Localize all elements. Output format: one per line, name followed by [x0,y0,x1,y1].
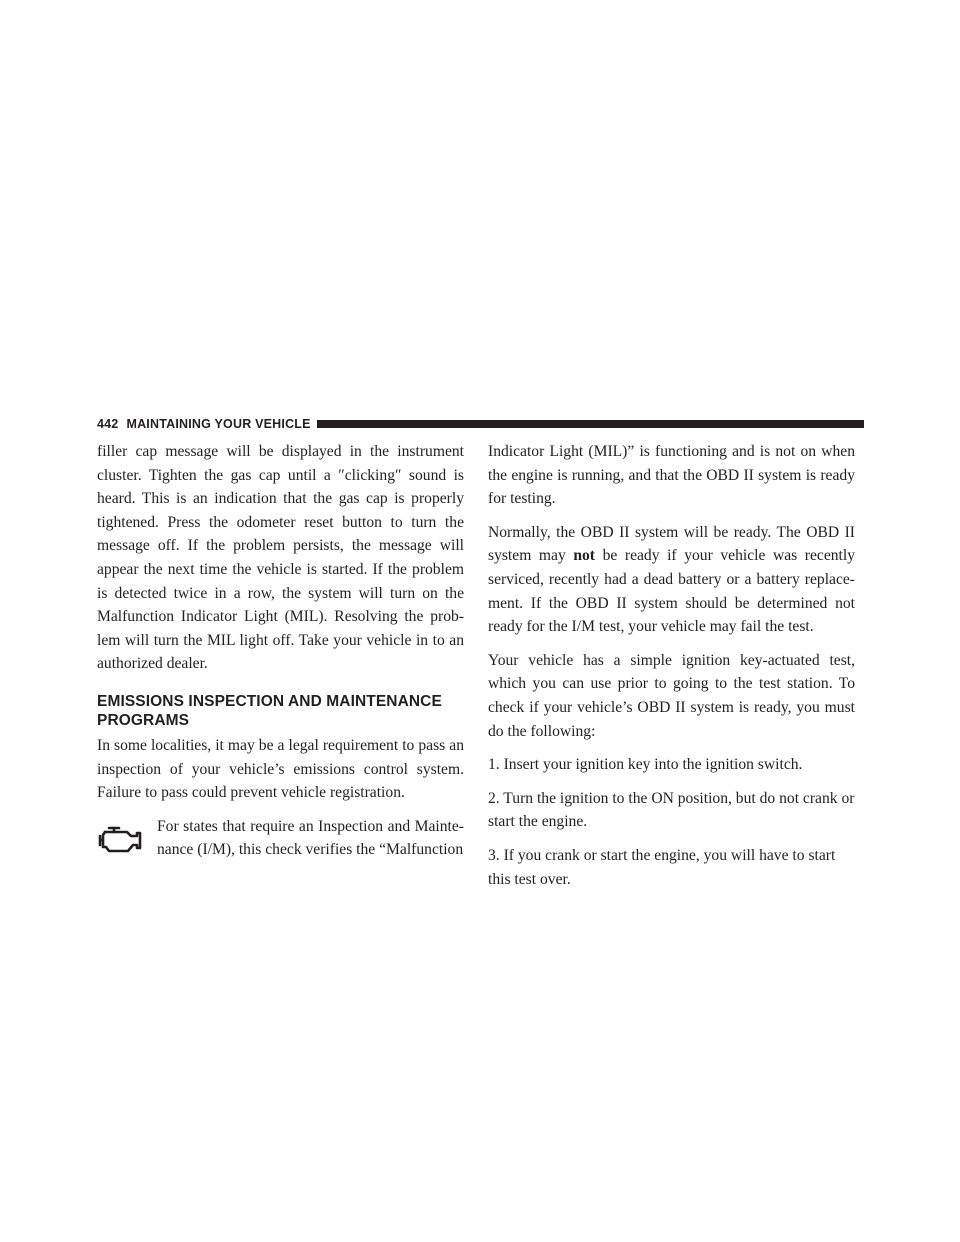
left-column [97,440,464,862]
paragraph: Normally, the OBD II system will be ready. The OBD II system may not be ready if your vehicle was recently serviced, recently had a dead battery or a battery replace-ment. If the OBD II system should be determined not ready for the I/M test, your vehicle may fail the test. [488,523,855,636]
paragraph: filler cap message will be displayed in the instrument cluster. Tighten the gas cap until a ″clicking″ sound is heard. This is an indication that the gas cap is properly tightened. Press the odometer reset button to turn the message off. If the problem persists, the message will appear the next time the vehicle is started. If the problem is detected twice in a row, the system will turn on the Malfunction Indicator Light (MIL). Resolving the prob-lem will turn the MIL light off. Take your vehicle in to an authorized dealer. [97,443,464,673]
icon-block [97,815,464,863]
section-heading: EMISSIONS INSPECTION AND MAINTENANCE PROGRAMS [97,692,442,729]
paragraph: For states that require an Inspection and Mainte-nance (I/M), this check verifies the “Malfunction [157,817,464,859]
list-item: 3. If you crank or start the engine, you will have to start this test over. [488,846,836,888]
header-rule [317,420,864,428]
emphasis-not: not [573,547,595,565]
check-engine-icon [97,825,143,855]
page-header [97,417,864,431]
page-number: 442 [97,417,119,431]
list-item: 1. Insert your ignition key into the ignition switch. [488,756,803,774]
right-column [488,440,855,901]
section-title: MAINTAINING YOUR VEHICLE [126,417,311,431]
paragraph: Indicator Light (MIL)” is functioning and is not on when the engine is running, and that the OBD II system is ready for testing. [488,443,855,508]
paragraph: Your vehicle has a simple ignition key-actuated test, which you can use prior to going to the test station. To check if your vehicle’s OBD II system is ready, you must do the following: [488,651,855,740]
list-item: 2. Turn the ignition to the ON position, but do not crank or start the engine. [488,789,855,831]
paragraph: In some localities, it may be a legal requirement to pass an inspection of your vehicle’s emissions control system. Failure to pass could prevent vehicle registration. [97,736,464,802]
